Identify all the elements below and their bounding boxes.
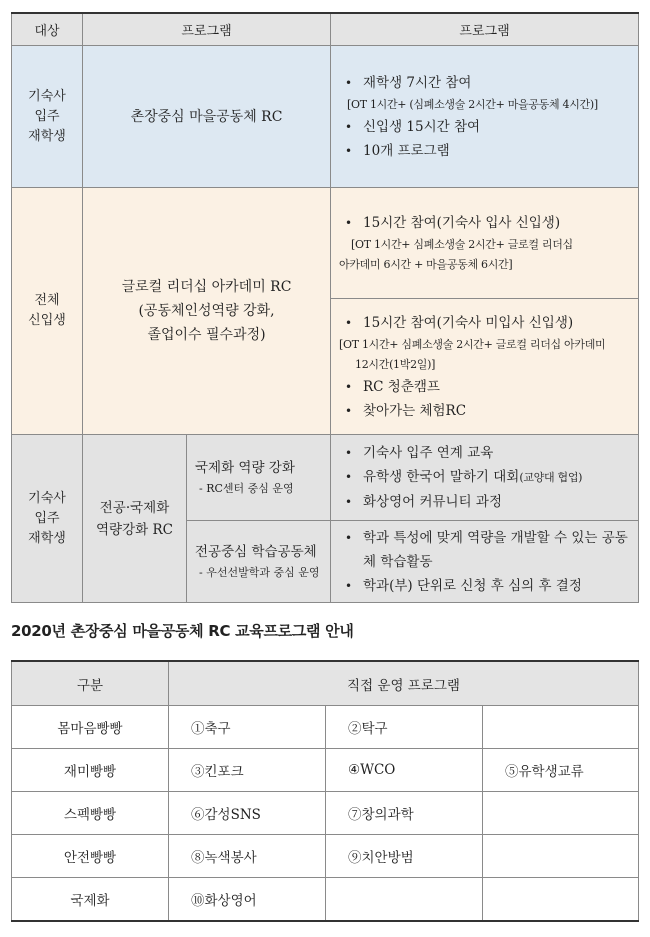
category-cell: 안전빵빵 (12, 835, 169, 878)
table-row (12, 749, 639, 792)
program-cell (483, 706, 639, 749)
header-direct-programs: 직접 운영 프로그램 (169, 661, 639, 706)
category-cell: 국제화 (12, 878, 169, 922)
header-program: 프로그램 (83, 13, 331, 46)
category-cell: 스펙빵빵 (12, 792, 169, 835)
program-cell: 글로컬 리더십 아카데미 RC (공동체인성역량 강화, 졸업이수 필수과정) (83, 188, 331, 435)
table-row (12, 835, 639, 878)
program-cell: ⑨치안방범 (326, 835, 483, 878)
list-item: • 10개 프로그램 (343, 139, 632, 163)
section-heading: 2020년 촌장중심 마을공동체 RC 교육프로그램 안내 (11, 622, 354, 640)
program-cell: ⑩화상영어 (169, 878, 326, 922)
program-cell: ①축구 (169, 706, 326, 749)
program-cell: ③킨포크 (169, 749, 326, 792)
header-category: 구분 (12, 661, 169, 706)
program-cell (483, 835, 639, 878)
program-cell: ⑥감성SNS (169, 792, 326, 835)
category-cell: 재미빵빵 (12, 749, 169, 792)
list-item: • RC 청춘캠프 (343, 375, 632, 399)
program-cell (483, 792, 639, 835)
program-cell (326, 878, 483, 922)
list-item: • 학과(부) 단위로 신청 후 심의 후 결정 (343, 574, 632, 598)
target-cell: 전체 신입생 (12, 188, 83, 435)
sub-program-cell: 전공중심 학습공동체 - 우선선발학과 중심 운영 (187, 521, 331, 603)
list-item: • 신입생 15시간 참여 (343, 115, 632, 139)
program-cell: ⑧녹색봉사 (169, 835, 326, 878)
detail-cell (331, 46, 639, 188)
detail-cell: • 15시간 참여(기숙사 입사 신입생) [OT 1시간+ 심폐소생술 2시간+ 글로컬 리더십 아카데미 6시간 + 마을공동체 6시간] (331, 188, 639, 299)
header-target: 대상 (12, 13, 83, 46)
program-cell: ②탁구 (326, 706, 483, 749)
detail-cell: • 15시간 참여(기숙사 미입사 신입생) [OT 1시간+ 심폐소생술 2시간+ 글로컬 리더십 아카데미 12시간(1박2일)] • RC 청춘캠프 • 찾아가는 체험RC (331, 299, 639, 435)
list-item: • 화상영어 커뮤니티 과정 (343, 490, 632, 514)
program-rows (12, 706, 639, 922)
program-cell: ⑦창의과학 (326, 792, 483, 835)
detail-cell (331, 521, 639, 603)
detail-cell (331, 435, 639, 521)
list-item: • 15시간 참여(기숙사 미입사 신입생) (343, 311, 632, 335)
program-cell: ④WCO (326, 749, 483, 792)
table-row (12, 792, 639, 835)
program-cell: 전공·국제화 역량강화 RC (83, 435, 187, 603)
rc-direct-program-table (11, 660, 639, 922)
list-item: • 유학생 한국어 말하기 대회(교양대 협업) (343, 465, 632, 490)
table-row (12, 706, 639, 749)
list-item: • 15시간 참여(기숙사 입사 신입생) (343, 211, 632, 235)
program-cell: 촌장중심 마을공동체 RC (83, 46, 331, 188)
target-cell: 기숙사 입주 재학생 (12, 46, 83, 188)
list-item: • 학과 특성에 맞게 역량을 개발할 수 있는 공동체 학습활동 (343, 526, 632, 574)
category-cell: 몸마음빵빵 (12, 706, 169, 749)
list-item: • 기숙사 입주 연계 교육 (343, 441, 632, 465)
program-cell (483, 878, 639, 922)
rc-program-overview-table (11, 12, 639, 603)
sub-program-cell: 국제화 역량 강화 - RC센터 중심 운영 (187, 435, 331, 521)
target-cell: 기숙사 입주 재학생 (12, 435, 83, 603)
table-row (12, 878, 639, 922)
header-program-detail: 프로그램 (331, 13, 639, 46)
list-item: • 재학생 7시간 참여 [OT 1시간+ (심폐소생술 2시간+ 마을공동체 4시간)] (343, 71, 632, 115)
program-cell: ⑤유학생교류 (483, 749, 639, 792)
list-item: • 찾아가는 체험RC (343, 399, 632, 423)
